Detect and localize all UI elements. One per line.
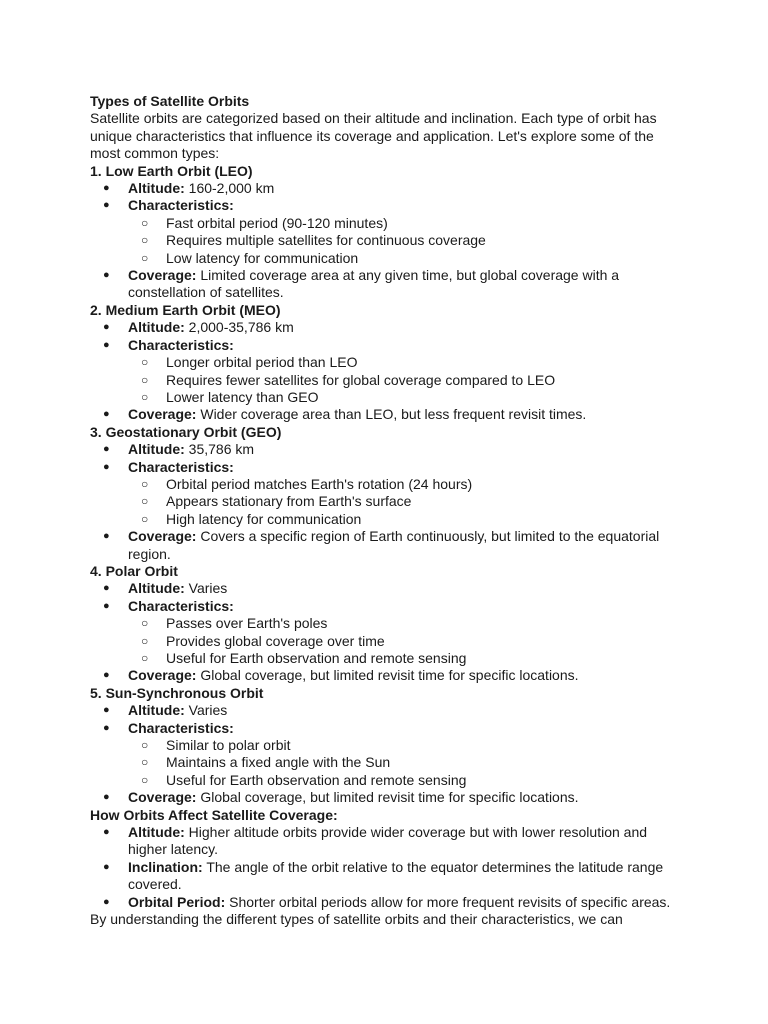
- characteristic-item: ○ Passes over Earth's poles: [90, 615, 678, 632]
- characteristics-item: ● Characteristics:: [90, 459, 678, 476]
- characteristic-item: ○ Lower latency than GEO: [90, 389, 678, 406]
- orbit-section-geo: [90, 424, 678, 563]
- altitude-effect-item: ● Altitude: Higher altitude orbits provide wider coverage but with lower resolution and higher latency.: [90, 824, 678, 859]
- orbit-section-polar: [90, 563, 678, 685]
- altitude-item: ● Altitude: 35,786 km: [90, 441, 678, 458]
- characteristic-item: ○ Provides global coverage over time: [90, 633, 678, 650]
- characteristic-item: ○ Requires multiple satellites for continuous coverage: [90, 232, 678, 249]
- orbit-heading: 4. Polar Orbit: [90, 562, 178, 579]
- characteristic-item: ○ Maintains a fixed angle with the Sun: [90, 754, 678, 771]
- section-heading: How Orbits Affect Satellite Coverage:: [90, 806, 338, 823]
- characteristic-item: ○ Requires fewer satellites for global coverage compared to LEO: [90, 372, 678, 389]
- coverage-effects-section: [90, 807, 678, 911]
- coverage-item: ● Coverage: Wider coverage area than LEO, but less frequent revisit times.: [90, 406, 678, 423]
- coverage-item: ● Coverage: Global coverage, but limited revisit time for specific locations.: [90, 667, 678, 684]
- orbit-heading: 3. Geostationary Orbit (GEO): [90, 423, 282, 440]
- orbit-heading: 5. Sun-Synchronous Orbit: [90, 684, 264, 701]
- coverage-item: ● Coverage: Covers a specific region of Earth continuously, but limited to the equatorial region.: [90, 528, 678, 563]
- characteristic-item: ○ Useful for Earth observation and remote sensing: [90, 650, 678, 667]
- characteristics-item: ● Characteristics:: [90, 337, 678, 354]
- orbital-period-effect-item: ● Orbital Period: Shorter orbital periods allow for more frequent revisits of specific areas.: [90, 894, 678, 911]
- characteristics-item: ● Characteristics:: [90, 197, 678, 214]
- altitude-item: ● Altitude: Varies: [90, 580, 678, 597]
- orbit-section-leo: [90, 163, 678, 302]
- characteristic-item: ○ Fast orbital period (90-120 minutes): [90, 215, 678, 232]
- orbit-heading: 1. Low Earth Orbit (LEO): [90, 162, 253, 179]
- closing-paragraph: By understanding the different types of satellite orbits and their characteristics, we can: [90, 911, 623, 928]
- orbit-heading: 2. Medium Earth Orbit (MEO): [90, 301, 281, 318]
- characteristic-item: ○ Appears stationary from Earth's surface: [90, 493, 678, 510]
- coverage-item: ● Coverage: Limited coverage area at any given time, but global coverage with a constellation of satellites.: [90, 267, 678, 302]
- characteristic-item: ○ High latency for communication: [90, 511, 678, 528]
- coverage-item: ● Coverage: Global coverage, but limited revisit time for specific locations.: [90, 789, 678, 806]
- altitude-item: ● Altitude: 2,000-35,786 km: [90, 319, 678, 336]
- orbit-section-sun-synchronous: [90, 685, 678, 807]
- altitude-item: ● Altitude: Varies: [90, 702, 678, 719]
- altitude-item: ● Altitude: 160-2,000 km: [90, 180, 678, 197]
- characteristic-item: ○ Orbital period matches Earth's rotation (24 hours): [90, 476, 678, 493]
- characteristics-item: ● Characteristics:: [90, 720, 678, 737]
- document-title: Types of Satellite Orbits: [90, 93, 250, 109]
- characteristic-item: ○ Longer orbital period than LEO: [90, 354, 678, 371]
- intro-paragraph: Satellite orbits are categorized based on their altitude and inclination. Each type of orbit has unique characteristics that influence its coverage and application. Let's explore some of the most common types:: [90, 110, 657, 162]
- inclination-effect-item: ● Inclination: The angle of the orbit relative to the equator determines the latitude range covered.: [90, 859, 678, 894]
- orbit-section-meo: [90, 302, 678, 424]
- characteristics-item: ● Characteristics:: [90, 598, 678, 615]
- characteristic-item: ○ Low latency for communication: [90, 250, 678, 267]
- characteristic-item: ○ Useful for Earth observation and remote sensing: [90, 772, 678, 789]
- characteristic-item: ○ Similar to polar orbit: [90, 737, 678, 754]
